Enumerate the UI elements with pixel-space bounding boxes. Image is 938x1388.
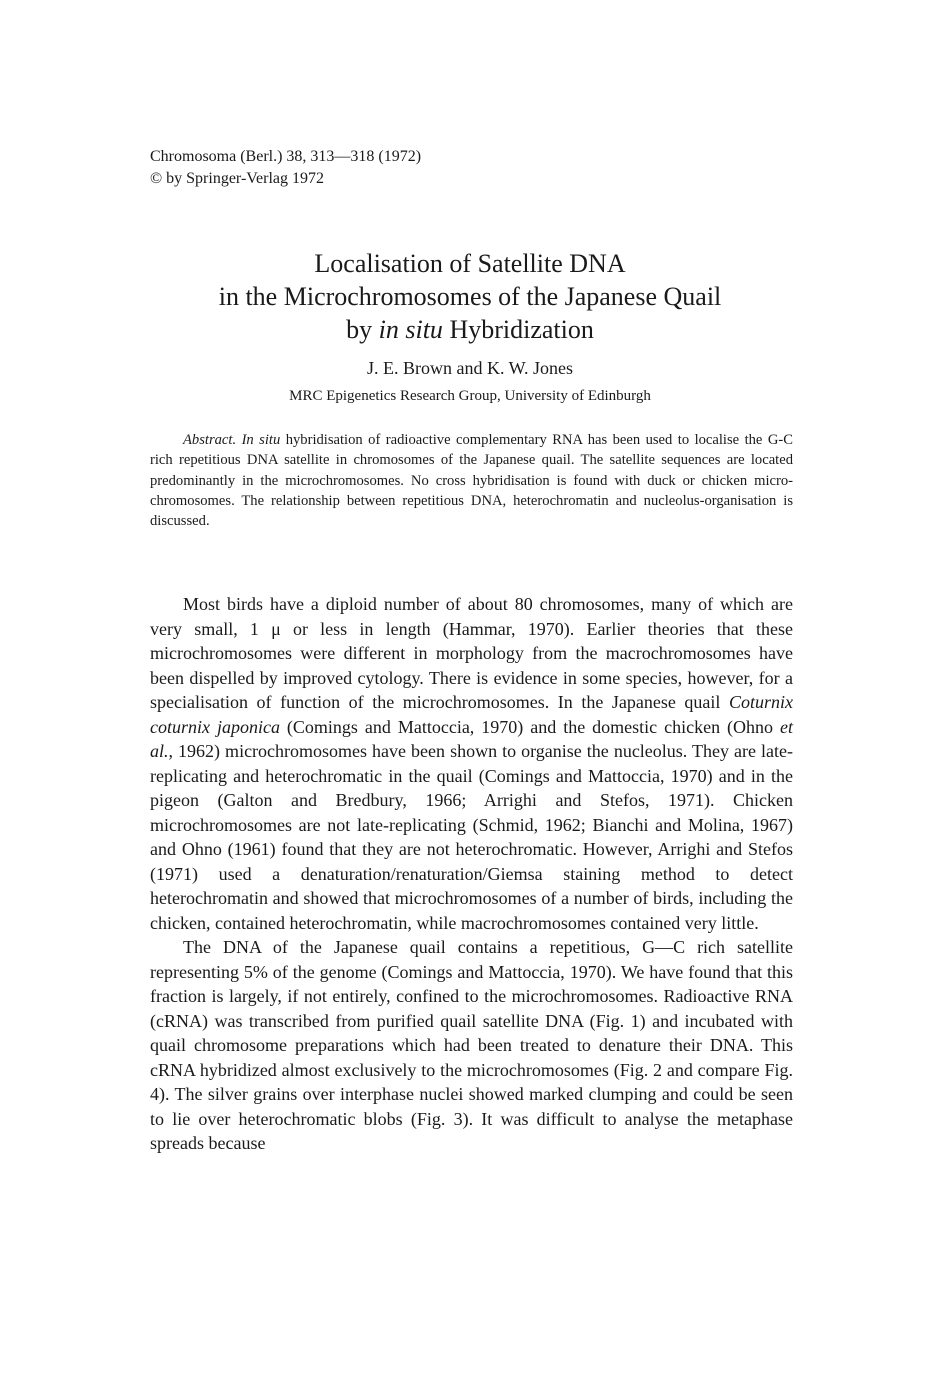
journal-citation: Chromosoma (Berl.) 38, 313—318 (1972) [150,148,422,165]
abstract-label: Abstract. [183,432,237,448]
title-in-situ: in situ [378,315,443,344]
abstract [150,430,793,531]
title-line-3-post: Hybridization [442,315,594,344]
copyright-line: © by Springer-Verlag 1972 [150,170,325,187]
title-line-2: in the Microchromosomes of the Japanese Quail [218,282,722,311]
p1-part-b: (Comings and Mattoccia, 1970) and the domestic chicken (Ohno [279,716,780,737]
title-line-3-pre: by [346,315,379,344]
abstract-in-situ: In situ [241,432,281,448]
body-paragraph-1 [150,592,793,935]
body-paragraph-2: The DNA of the Japanese quail contains a repetitious, G—C rich satellite representing 5% of the genome (Comings and Mattoccia, 1970). We have found that this fraction is largely, if not entirely, confined to the microchromosomes. Radioactive RNA (cRNA) was transcribed from purified quail satellite DNA (Fig. 1) and incubated with quail chromosome preparations which had been treated to denature their DNA. This cRNA hybridized almost exclusively to the microchromosomes (Fig. 2 and compare Fig. 4). The silver grains over interphase nuclei showed marked clumping and could be seen to lie over heterochromatic blobs (Fig. 3). It was difficult to analyse the metaphase spreads because [150,937,793,1153]
title-line-3 [150,313,790,346]
title-line-1: Localisation of Satellite DNA [314,249,626,278]
authors: J. E. Brown and K. W. Jones [367,358,573,378]
p1-part-c: , 1962) microchromosomes have been shown to organise the nucleolus. They are late-replicating and heterochromatic in the quail (Comings and Mattoccia, 1970) and in the pigeon (Galton and Bredbury, 1966; Arrighi and Stefos, 1971). Chicken microchromosomes are not late-replicating (Schmid, 1962; Bianchi and Molina, 1967) and Ohno (1961) found that they are not heterochromatic. However, Arrighi and Stefos (1971) used a denaturation/renaturation/Giemsa staining method to detect heterochromatin and showed that microchromosomes of a number of birds, including the chicken, contained heterochromatin, while macrochromosomes contained very little. [150,741,793,933]
et-al: et al. [150,716,793,761]
journal-header [150,146,421,190]
body-text [150,592,793,1156]
paper-title [150,247,790,346]
abstract-text: hybridisation of radioactive complementary RNA has been used to localise the G-C rich repetitious DNA satellite in chromosomes of the Japanese quail. The satellite sequences are located predominantly in the microchromosomes. No cross hybridisation is found with duck or chicken micro-chromosomes. The relationship between repetitious DNA, heterochromatin and nucleolus-organisation is discussed. [150,432,793,530]
species-name: Coturnix coturnix japonica [150,692,793,737]
affiliation: MRC Epigenetics Research Group, University of Edinburgh [289,388,651,404]
p1-part-a: Most birds have a diploid number of about 80 chromosomes, many of which are very small, 1 μ or less in length (Hammar, 1970). Earlier theories that these microchromosomes were different in morphology from the macrochromosomes have been dispelled by improved cytology. There is evidence in some species, however, for a specialisation of function of the microchromosomes. In the Japanese quail [150,594,793,712]
